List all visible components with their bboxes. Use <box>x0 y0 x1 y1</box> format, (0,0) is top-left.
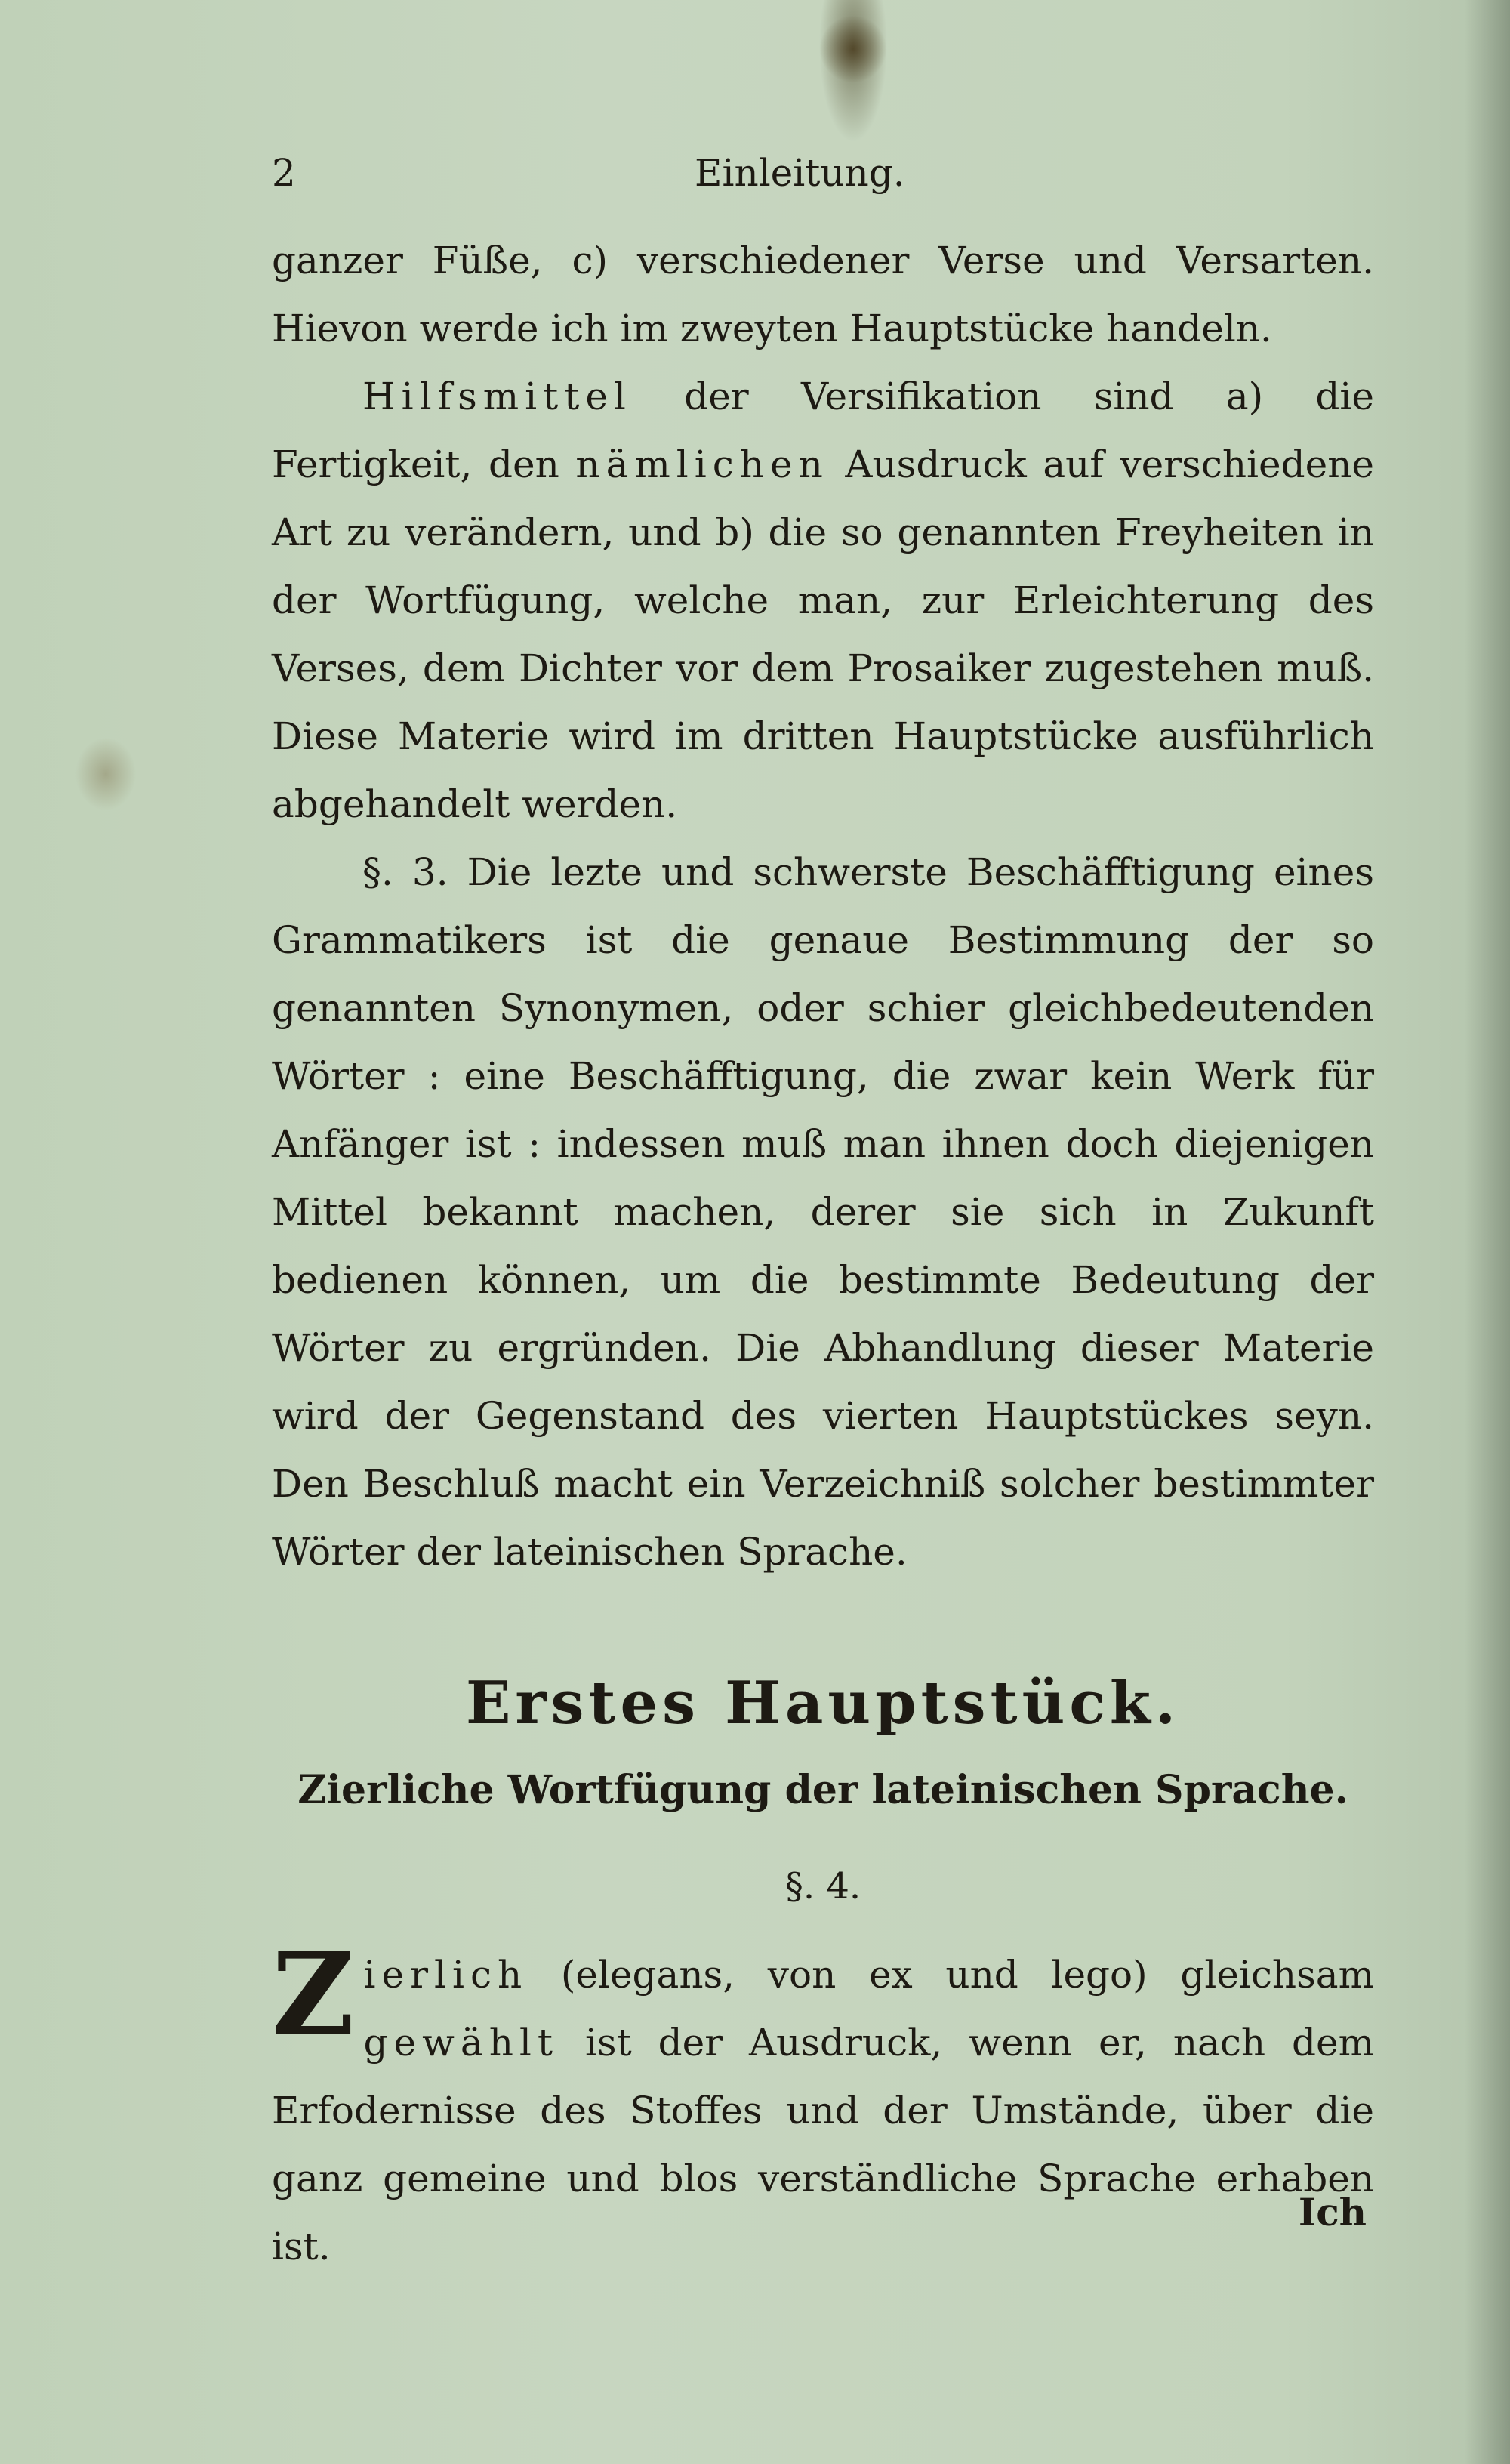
paragraph-text: §. 3. Die lezte und schwerste Beschäfftigung eines Grammatikers ist die genaue Bestimmung der so genannten Synonymen, oder schier gleichbedeutenden Wörter : eine Beschäfftigung, die zwar kein Werk für Anfänger ist : indessen muß man ihnen doch diejenigen Mittel bekannt machen, derer sie sich in Zukunft bedienen können, um die bestimmte Bedeutung der Wörter zu ergründen. Die Abhandlung dieser Materie wird der Gegenstand des vierten Hauptstückes seyn. Den Beschluß macht ein Verzeichniß solcher bestimmter Wörter der lateinischen Sprache. <box>272 850 1374 1574</box>
running-head: Einleitung. <box>695 151 905 195</box>
paragraph-continuation <box>272 227 1374 362</box>
ink-stain <box>819 15 887 83</box>
paragraph-text: ist der Ausdruck, wenn er, nach dem Erfodernisse des Stoffes und der Umstände, über die ganz gemeine und blos verständliche Sprache erhaben ist. <box>272 2021 1374 2268</box>
drop-cap: Z <box>272 1928 355 2061</box>
page-gutter-shadow <box>1465 0 1510 2464</box>
chapter-title: Erstes Hauptstück. <box>465 1669 1181 1738</box>
page-number: 2 <box>272 151 296 195</box>
paragraph-text: (elegans, von ex und lego) gleichsam <box>528 1953 1374 1997</box>
emphasized-word: nämlichen <box>575 443 829 486</box>
paragraph-section-3 <box>272 838 1374 1586</box>
paragraph-text: der Versifikation sind a) die Fertigkeit, den <box>272 375 1374 486</box>
paragraph-section-4 <box>272 1928 1374 2281</box>
section-number: §. 4. <box>784 1865 861 1907</box>
paragraph-hilfsmittel <box>272 362 1374 838</box>
paragraph-text: ganzer Füße, c) verschiedener Verse und Versarten. Hievon werde ich im zweyten Hauptstücke handeln. <box>272 239 1374 350</box>
page-header <box>272 151 1374 204</box>
paragraph-text: Ausdruck auf verschiedene Art zu verändern, und b) die so genannten Freyheiten in der Wortfügung, welche man, zur Erleichterung des Verses, dem Dichter vor dem Prosaiker zugestehen muß. Diese Materie wird im dritten Hauptstücke ausführlich abgehandelt werden. <box>272 443 1374 826</box>
chapter-subtitle: Zierliche Wortfügung der lateinischen Sprache. <box>297 1767 1348 1813</box>
emphasized-term: Hilfsmittel <box>362 375 632 418</box>
emphasized-term: ierlich <box>363 1953 528 1997</box>
catchword: Ich <box>1298 2190 1367 2234</box>
emphasized-word: gewählt <box>363 2021 559 2065</box>
